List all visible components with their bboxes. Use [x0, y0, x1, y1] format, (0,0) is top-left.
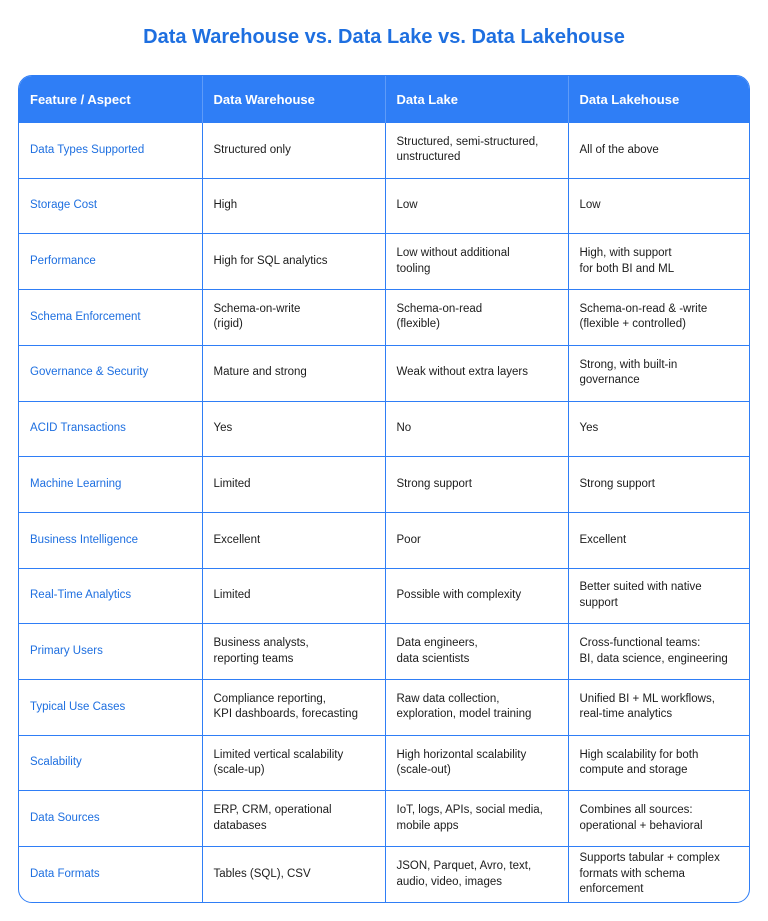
table-row — [19, 234, 750, 290]
table-row — [19, 512, 750, 568]
cell-feature: Typical Use Cases — [19, 680, 202, 736]
cell-data-lakehouse: Cross-functional teams: BI, data science, engineering — [568, 624, 750, 680]
cell-data-lakehouse: High scalability for both compute and storage — [568, 735, 750, 791]
cell-data-warehouse: Business analysts, reporting teams — [202, 624, 385, 680]
header-data-warehouse: Data Warehouse — [202, 76, 385, 123]
header-data-lake: Data Lake — [385, 76, 568, 123]
comparison-table — [18, 75, 750, 903]
cell-feature: Data Types Supported — [19, 123, 202, 179]
cell-data-warehouse: Compliance reporting, KPI dashboards, forecasting — [202, 680, 385, 736]
cell-data-lakehouse: Low — [568, 178, 750, 234]
cell-data-lake: Low without additional tooling — [385, 234, 568, 290]
table-row — [19, 791, 750, 847]
header-row — [19, 76, 750, 123]
cell-feature: Performance — [19, 234, 202, 290]
cell-data-warehouse: High — [202, 178, 385, 234]
cell-feature: Real-Time Analytics — [19, 568, 202, 624]
cell-data-lake: JSON, Parquet, Avro, text, audio, video, images — [385, 847, 568, 902]
cell-data-lake: Possible with complexity — [385, 568, 568, 624]
table-row — [19, 178, 750, 234]
table-row — [19, 401, 750, 457]
table-row — [19, 290, 750, 346]
table-row — [19, 457, 750, 513]
cell-data-lake: Strong support — [385, 457, 568, 513]
cell-feature: ACID Transactions — [19, 401, 202, 457]
table-row — [19, 680, 750, 736]
cell-data-lakehouse: Strong, with built-in governance — [568, 345, 750, 401]
cell-data-lakehouse: Yes — [568, 401, 750, 457]
cell-data-lake: IoT, logs, APIs, social media, mobile apps — [385, 791, 568, 847]
header-data-lakehouse: Data Lakehouse — [568, 76, 750, 123]
cell-data-lakehouse: High, with support for both BI and ML — [568, 234, 750, 290]
table-row — [19, 345, 750, 401]
cell-data-warehouse: Limited — [202, 457, 385, 513]
cell-feature: Schema Enforcement — [19, 290, 202, 346]
cell-data-lakehouse: Schema-on-read & -write (flexible + controlled) — [568, 290, 750, 346]
header-feature: Feature / Aspect — [19, 76, 202, 123]
cell-data-warehouse: Limited vertical scalability (scale-up) — [202, 735, 385, 791]
cell-data-lake: Schema-on-read (flexible) — [385, 290, 568, 346]
cell-data-warehouse: Mature and strong — [202, 345, 385, 401]
cell-data-warehouse: Structured only — [202, 123, 385, 179]
page-title: Data Warehouse vs. Data Lake vs. Data Lakehouse — [143, 26, 625, 48]
cell-feature: Data Formats — [19, 847, 202, 902]
cell-data-lakehouse: Combines all sources: operational + behavioral — [568, 791, 750, 847]
table-row — [19, 123, 750, 179]
cell-data-warehouse: Schema-on-write (rigid) — [202, 290, 385, 346]
cell-data-lakehouse: Better suited with native support — [568, 568, 750, 624]
cell-data-warehouse: Limited — [202, 568, 385, 624]
cell-data-lake: Data engineers, data scientists — [385, 624, 568, 680]
cell-data-warehouse: Excellent — [202, 512, 385, 568]
cell-data-lake: High horizontal scalability (scale-out) — [385, 735, 568, 791]
cell-data-lake: Poor — [385, 512, 568, 568]
cell-data-lakehouse: All of the above — [568, 123, 750, 179]
cell-data-lakehouse: Unified BI + ML workflows, real-time analytics — [568, 680, 750, 736]
cell-data-lake: Low — [385, 178, 568, 234]
cell-data-lakehouse: Supports tabular + complex formats with schema enforcement — [568, 847, 750, 902]
cell-feature: Business Intelligence — [19, 512, 202, 568]
cell-data-warehouse: Tables (SQL), CSV — [202, 847, 385, 902]
cell-feature: Storage Cost — [19, 178, 202, 234]
cell-data-warehouse: High for SQL analytics — [202, 234, 385, 290]
cell-data-lake: Raw data collection, exploration, model training — [385, 680, 568, 736]
table-row — [19, 568, 750, 624]
table-row — [19, 735, 750, 791]
cell-data-lakehouse: Strong support — [568, 457, 750, 513]
cell-data-warehouse: ERP, CRM, operational databases — [202, 791, 385, 847]
cell-data-lake: Weak without extra layers — [385, 345, 568, 401]
table-row — [19, 847, 750, 902]
cell-feature: Primary Users — [19, 624, 202, 680]
cell-feature: Machine Learning — [19, 457, 202, 513]
cell-data-lake: No — [385, 401, 568, 457]
cell-data-lakehouse: Excellent — [568, 512, 750, 568]
cell-feature: Data Sources — [19, 791, 202, 847]
cell-feature: Scalability — [19, 735, 202, 791]
table-row — [19, 624, 750, 680]
cell-data-lake: Structured, semi-structured, unstructured — [385, 123, 568, 179]
cell-data-warehouse: Yes — [202, 401, 385, 457]
cell-feature: Governance & Security — [19, 345, 202, 401]
